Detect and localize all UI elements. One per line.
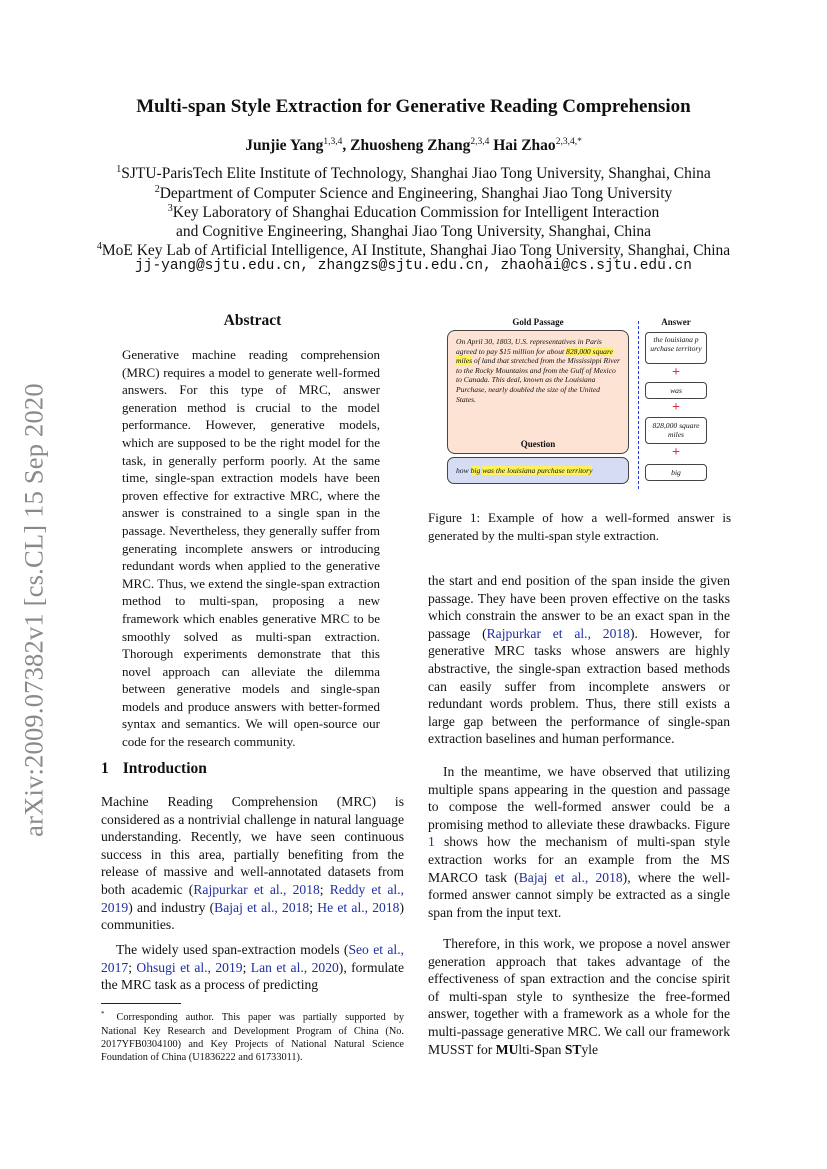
figure-caption: Figure 1: Example of how a well-formed answer is generated by the multi-span style extraction. bbox=[428, 510, 731, 543]
affiliation-line: $^4$MoE Key Lab of Artificial Intelligence, AI Institute, Shanghai Jiao Tong University, Shanghai, China bbox=[96, 241, 731, 260]
figure-passage-box: On April 30, 1803, U.S. representatives in Paris agreed to pay $15 million for about 828,000 square miles of land that stretched from the Mississippi River to the Rocky Mountains and from the Gulf of Mexico to Canada. This deal, known as the Louisiana Purchase, nearly doubled the size of the United States. bbox=[447, 330, 629, 454]
question-highlight: was the louisiana purchase territory bbox=[482, 466, 593, 475]
passage-highlight: 828,000 square miles bbox=[456, 346, 614, 366]
citation-link[interactable]: Lan et al., 2020 bbox=[250, 959, 339, 975]
author-affil-sup: 1,3,4 bbox=[323, 137, 343, 147]
text-run: lti- bbox=[518, 1041, 535, 1057]
citation-link[interactable]: Rajpurkar et al., 2018 bbox=[486, 625, 630, 641]
abstract-heading: Abstract bbox=[223, 312, 282, 329]
right-paragraph-1 bbox=[428, 572, 730, 748]
author-affil-sup: 2,3,4 bbox=[470, 137, 490, 147]
question-highlight: big bbox=[470, 466, 481, 475]
text-run: ; bbox=[319, 881, 330, 897]
answer-span-box: 828,000 square miles bbox=[645, 417, 707, 444]
answer-span-box: was bbox=[645, 382, 707, 399]
text-run: the start and end position of the span inside the given passage. They have been proven effective on the tasks which constrain the answer to be an exact span in the passage ( bbox=[428, 573, 730, 641]
affiliation-line: and Cognitive Engineering, Shanghai Jiao Tong University, Shanghai, China bbox=[175, 223, 652, 241]
affiliation-line: $^1$SJTU-ParisTech Elite Institute of Technology, Shanghai Jiao Tong University, Shanghai, China bbox=[116, 164, 711, 183]
text-run: yle bbox=[581, 1041, 599, 1057]
bold-text: MU bbox=[495, 1041, 519, 1057]
bold-text: ST bbox=[564, 1041, 582, 1057]
author-name: Hai Zhao bbox=[493, 137, 556, 155]
citation-link[interactable]: He et al., 2018 bbox=[317, 899, 400, 915]
plus-icon: + bbox=[672, 365, 680, 380]
citation-link[interactable]: Seo et al., 2017 bbox=[101, 942, 404, 975]
citation-link[interactable]: 1 bbox=[428, 834, 435, 850]
answer-span-box: big bbox=[645, 464, 707, 481]
affiliation-line: $^3$Key Laboratory of Shanghai Education Commission for Intelligent Interaction bbox=[167, 203, 660, 222]
figure-question-box: how big was the louisiana purchase territory bbox=[447, 457, 629, 484]
text-run: Machine Reading Comprehension (MRC) is considered as a nontrivial challenge in natural language understanding. Recently, we have seen continuous success in this area, partially benefiting from the release of massive and well-annotated datasets from both academic ( bbox=[101, 794, 404, 897]
author-emails: jj-yang@sjtu.edu.cn, zhangzs@sjtu.edu.cn, zhaohai@cs.sjtu.edu.cn bbox=[135, 258, 692, 274]
text-run: Therefore, in this work, we propose a novel answer generation approach that takes advantage of the effectiveness of span extraction and the concise spirit of multi-span style to synthesize the free-formed answer, together with a framework as a whole for the multi-passage generative MRC. We call our framework MUSST for bbox=[428, 936, 730, 1057]
footnote-rule bbox=[101, 1003, 181, 1004]
citation-link[interactable]: Rajpurkar et al., 2018 bbox=[193, 881, 320, 897]
section-title: Introduction bbox=[122, 760, 207, 777]
author-sep: , bbox=[342, 137, 347, 155]
section-heading-introduction bbox=[101, 760, 207, 778]
author-list bbox=[0, 137, 827, 155]
plus-icon: + bbox=[672, 445, 680, 460]
intro-paragraph-1 bbox=[101, 793, 404, 934]
text-run: ; bbox=[309, 899, 318, 915]
arxiv-stamp: arXiv:2009.07382v1 [cs.CL] 15 Sep 2020 bbox=[18, 383, 49, 837]
footnote: * Corresponding author. This paper was partially supported by National Key Research and Development Program of China (No. 2017YFB0304100) and Key Projects of National Natural Science Foundation of China (U1836222 and 61733011). bbox=[101, 1010, 404, 1064]
figure-question-label: Question bbox=[520, 439, 556, 449]
affiliation-line: $^2$Department of Computer Science and Engineering, Shanghai Jiao Tong University bbox=[154, 184, 673, 203]
citation-link[interactable]: Ohsugi et al., 2019 bbox=[136, 959, 243, 975]
right-paragraph-3 bbox=[428, 935, 730, 1058]
abstract-text: Generative machine reading comprehension (MRC) requires a model to generate well-formed answers. For this type of MRC, answer generation method is crucial to the model performance. However, generative models, which are supposed to be the right model for the task, in generally perform poorly. At the same time, single-span extraction models have been proven effective for extractive MRC, where the answer is constrained to a single span in the passage. Nevertheless, they generally suffer from generating incomplete answers or introducing redundant words when applied to the generative MRC. Thus, we extend the single-span extraction method to multi-span, proposing a new framework which enables generative MRC to be smoothly solved as multi-span extraction. Thorough experiments demonstrate that this novel approach can alleviate the dilemma between generative models and single-span models and produce answers with better-formed syntax and semantics. We will open-source our code for the research community. bbox=[122, 347, 380, 750]
intro-paragraph-2 bbox=[101, 941, 404, 994]
text-run: The widely used span-extraction models ( bbox=[116, 942, 349, 957]
text-run: ; bbox=[242, 959, 251, 975]
text-run: ) communities. bbox=[101, 899, 404, 933]
plus-icon: + bbox=[672, 400, 680, 415]
text-run: In the meantime, we have observed that utilizing multiple spans appearing in the question and passage to compose the well-formed answer could be a promising method to alleviate these drawbacks. Figure bbox=[428, 764, 730, 832]
citation-link[interactable]: Reddy et al., 2019 bbox=[101, 881, 404, 915]
footnote-mark: * bbox=[101, 1010, 105, 1018]
author-name: Junjie Yang bbox=[245, 137, 324, 155]
text-run: shows how the mechanism of multi-span style extraction works for an example from the MS MARCO task ( bbox=[428, 834, 730, 885]
right-paragraph-2 bbox=[428, 763, 730, 921]
figure-gold-passage-label: Gold Passage bbox=[512, 317, 564, 327]
figure-answer-label: Answer bbox=[661, 317, 691, 327]
figure-divider bbox=[638, 321, 639, 489]
text-run: ; bbox=[128, 959, 137, 975]
text-run: ), formulate the MRC task as a process of predicting bbox=[101, 959, 404, 993]
text-run: ). However, for generative MRC tasks whose answers are highly abstractive, the single-span extraction based methods can easily suffer from incomplete answers or redundant words problem. Thus, there still exists a large gap between the performance of single-span extraction baselines and human performance. bbox=[428, 625, 731, 747]
paper-title: Multi-span Style Extraction for Generative Reading Comprehension bbox=[136, 96, 691, 117]
section-number: 1 bbox=[101, 760, 109, 777]
citation-link[interactable]: Bajaj et al., 2018 bbox=[214, 899, 310, 915]
answer-span-box: the louisiana p urchase territory bbox=[645, 332, 707, 364]
text-run: pan bbox=[541, 1041, 565, 1057]
citation-link[interactable]: Bajaj et al., 2018 bbox=[518, 869, 623, 885]
text-run: ) and industry ( bbox=[128, 899, 215, 915]
text-run: ), where the well-formed answer cannot simply be extracted as a single span from the input text. bbox=[428, 869, 730, 920]
author-affil-sup: 2,3,4,* bbox=[555, 137, 582, 147]
bold-text: S bbox=[534, 1041, 542, 1057]
author-name: Zhuosheng Zhang bbox=[350, 137, 471, 155]
